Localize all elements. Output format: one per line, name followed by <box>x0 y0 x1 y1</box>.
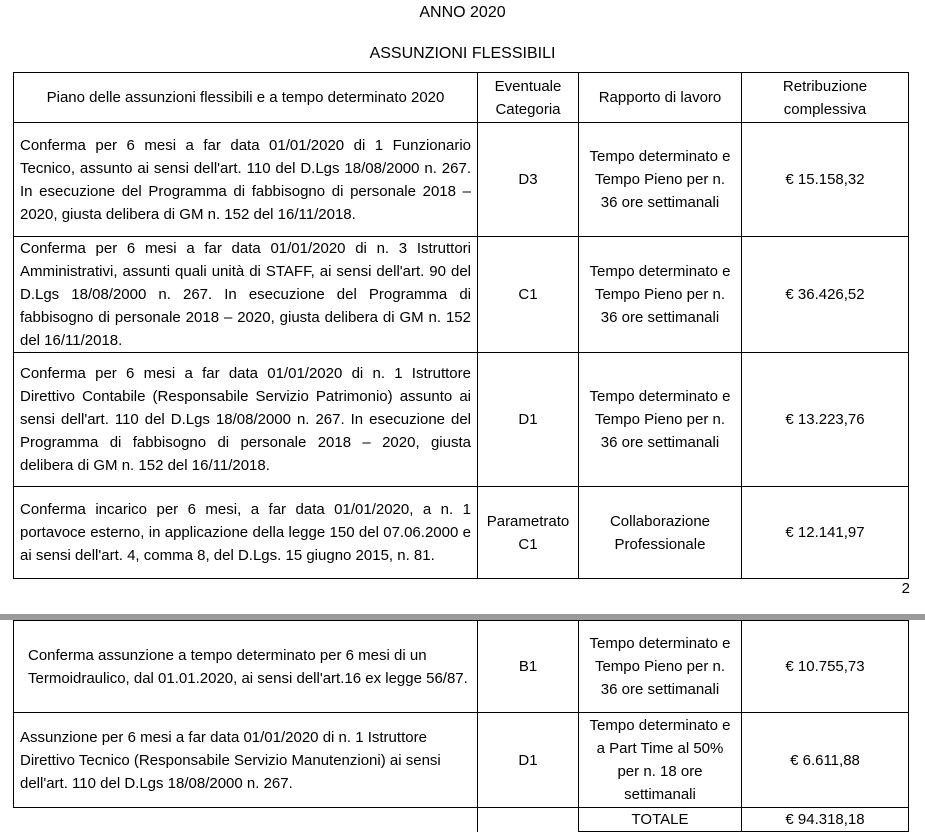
row-rapporto: Tempo determinato e Tempo Pieno per n. 36 ore settimanali <box>579 621 742 713</box>
section-title: ASSUNZIONI FLESSIBILI <box>369 45 556 62</box>
row-category: B1 <box>478 621 579 713</box>
row-description: Conferma per 6 mesi a far data 01/01/2020 di 1 Funzionario Tecnico, assunto ai sensi dell'art. 110 del D.Lgs 18/08/2000 n. 267. In esecuzione del Programma di fabbisogno di personale 2018 – 2020, giusta delibera di GM n. 152 del 16/11/2018. <box>14 123 478 237</box>
row-description: Conferma assunzione a tempo determinato per 6 mesi di un Termoidraulico, dal 01.01.2020, ai sensi dell'art.16 ex legge 56/87. <box>14 621 478 713</box>
row-rapporto: Tempo determinato e Tempo Pieno per n. 36 ore settimanali <box>579 237 742 353</box>
row-rapporto: Tempo determinato e Tempo Pieno per n. 36 ore settimanali <box>579 353 742 487</box>
totale-value: € 94.318,18 <box>742 808 909 832</box>
year-title: ANNO 2020 <box>419 4 506 21</box>
row-category: Parametrato C1 <box>478 487 579 579</box>
table-row <box>14 237 909 353</box>
table-row <box>14 621 909 713</box>
row-retribuzione: € 15.158,32 <box>742 123 909 237</box>
row-description: Assunzione per 6 mesi a far data 01/01/2020 di n. 1 Istruttore Direttivo Tecnico (Responsabile Servizio Manutenzioni) ai sensi dell'art. 110 del D.Lgs 18/08/2000 n. 267. <box>14 713 478 808</box>
totale-row <box>14 808 909 832</box>
hiring-table-page2 <box>13 620 909 832</box>
row-retribuzione: € 13.223,76 <box>742 353 909 487</box>
header-categoria: Eventuale Categoria <box>478 73 579 123</box>
table-row <box>14 123 909 237</box>
row-rapporto: Tempo determinato e Tempo Pieno per n. 36 ore settimanali <box>579 123 742 237</box>
row-retribuzione: € 6.611,88 <box>742 713 909 808</box>
row-category: D1 <box>478 713 579 808</box>
header-piano: Piano delle assunzioni flessibili e a tempo determinato 2020 <box>14 73 478 123</box>
row-category: D3 <box>478 123 579 237</box>
row-rapporto: Collaborazione Professionale <box>579 487 742 579</box>
hiring-table-page1 <box>13 72 909 579</box>
row-retribuzione: € 10.755,73 <box>742 621 909 713</box>
header-retribuzione: Retribuzione complessiva <box>742 73 909 123</box>
totale-label: TOTALE <box>579 808 742 832</box>
row-rapporto: Tempo determinato e a Part Time al 50% per n. 18 ore settimanali <box>579 713 742 808</box>
row-retribuzione: € 12.141,97 <box>742 487 909 579</box>
row-category: C1 <box>478 237 579 353</box>
table-row <box>14 353 909 487</box>
header-rapporto: Rapporto di lavoro <box>579 73 742 123</box>
totale-empty-cell <box>14 808 478 832</box>
row-retribuzione: € 36.426,52 <box>742 237 909 353</box>
page-number: 2 <box>901 580 910 597</box>
row-description: Conferma per 6 mesi a far data 01/01/2020 di n. 3 Istruttori Amministrativi, assunti quali unità di STAFF, ai sensi dell'art. 90 del D.Lgs 18/08/2000 n. 267. In esecuzione del Programma di fabbisogno di personale 2018 – 2020, giusta delibera di GM n. 152 del 16/11/2018. <box>14 237 478 353</box>
row-description: Conferma per 6 mesi a far data 01/01/2020 di n. 1 Istruttore Direttivo Contabile (Responsabile Servizio Patrimonio) assunto ai sensi dell'art. 110 del D.Lgs 18/08/2000 n. 267. In esecuzione del Programma di fabbisogno di personale 2018 – 2020, giusta delibera di GM n. 152 del 16/11/2018. <box>14 353 478 487</box>
table-header-row <box>14 73 909 123</box>
row-description: Conferma incarico per 6 mesi, a far data 01/01/2020, a n. 1 portavoce esterno, in applicazione della legge 150 del 07.06.2000 e ai sensi dell'art. 4, comma 8, del D.Lgs. 15 giugno 2015, n. 81. <box>14 487 478 579</box>
table-row <box>14 487 909 579</box>
totale-empty-cell <box>478 808 579 832</box>
row-category: D1 <box>478 353 579 487</box>
table-row <box>14 713 909 808</box>
